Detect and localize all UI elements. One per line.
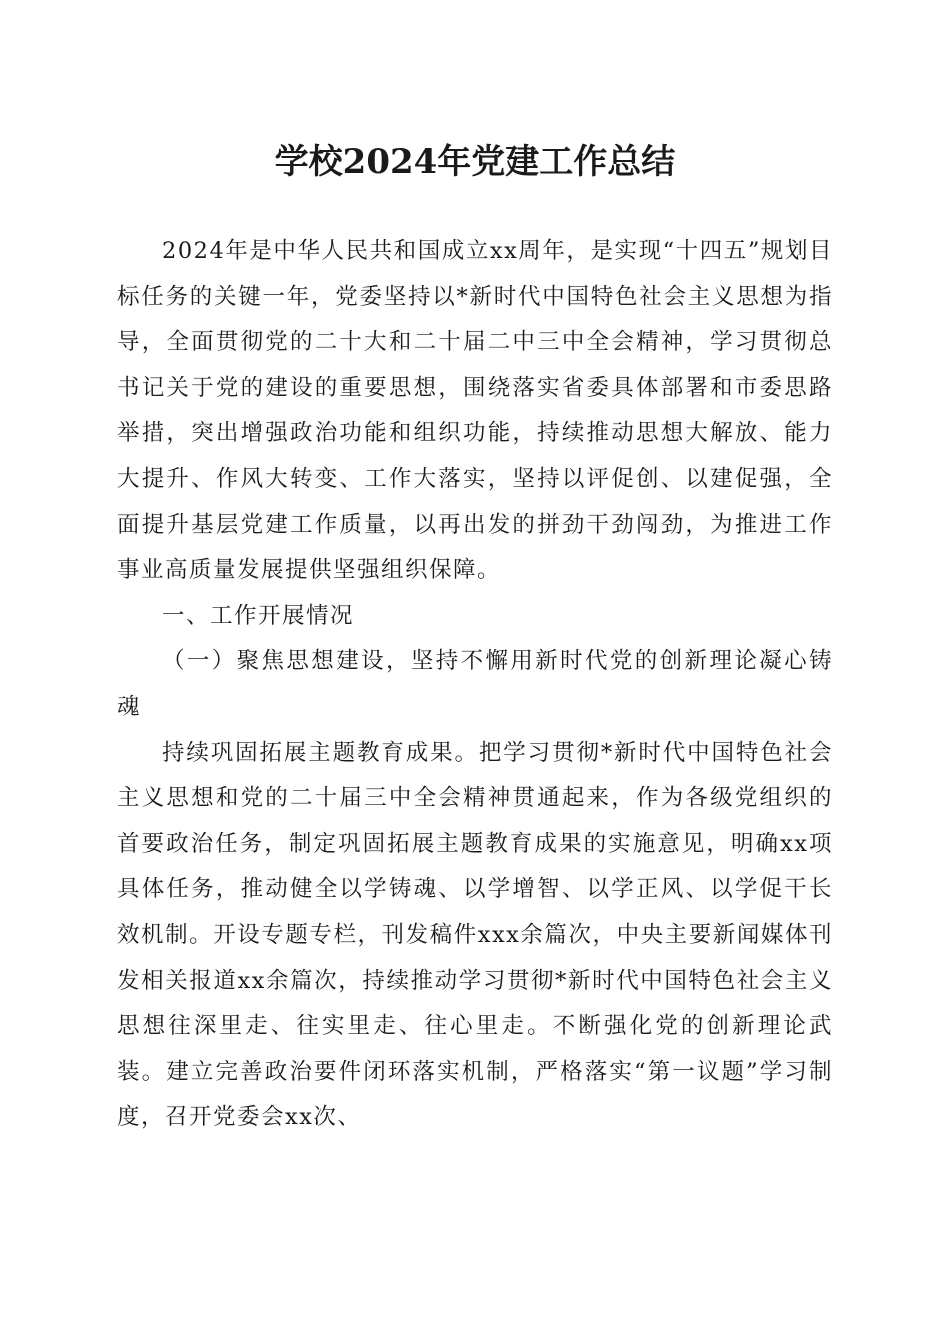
document-body (117, 229, 833, 1141)
document-title: 学校2024年党建工作总结 (274, 142, 676, 182)
subsection-heading: （一）聚焦思想建设，坚持不懈用新时代党的创新理论凝心铸魂 (117, 648, 833, 720)
body-paragraph: 持续巩固拓展主题教育成果。把学习贯彻*新时代中国特色社会主义思想和党的二十届三中全会精神贯通起来，作为各级党组织的首要政治任务，制定巩固拓展主题教育成果的实施意见，明确xx项具体任务，推动健全以学铸魂、以学增智、以学正风、以学促干长效机制。开设专题专栏，刊发稿件xxx余篇次，中央主要新闻媒体刊发相关报道xx余篇次，持续推动学习贯彻*新时代中国特色社会主义思想往深里走、往实里走、往心里走。不断强化党的创新理论武装。建立完善政治要件闭环落实机制，严格落实“第一议题”学习制度，召开党委会xx次、 (117, 739, 833, 1131)
section-heading: 一、工作开展情况 (162, 602, 355, 629)
intro-paragraph: 2024年是中华人民共和国成立xx周年，是实现“十四五”规划目标任务的关键一年，党委坚持以*新时代中国特色社会主义思想为指导，全面贯彻党的二十大和二十届二中三中全会精神，学习贯彻总书记关于党的建设的重要思想，围绕落实省委具体部署和市委思路举措，突出增强政治功能和组织功能，持续推动思想大解放、能力大提升、作风大转变、工作大落实，坚持以评促创、以建促强，全面提升基层党建工作质量，以再出发的拼劲干劲闯劲，为推进工作事业高质量发展提供坚强组织保障。 (117, 238, 833, 584)
